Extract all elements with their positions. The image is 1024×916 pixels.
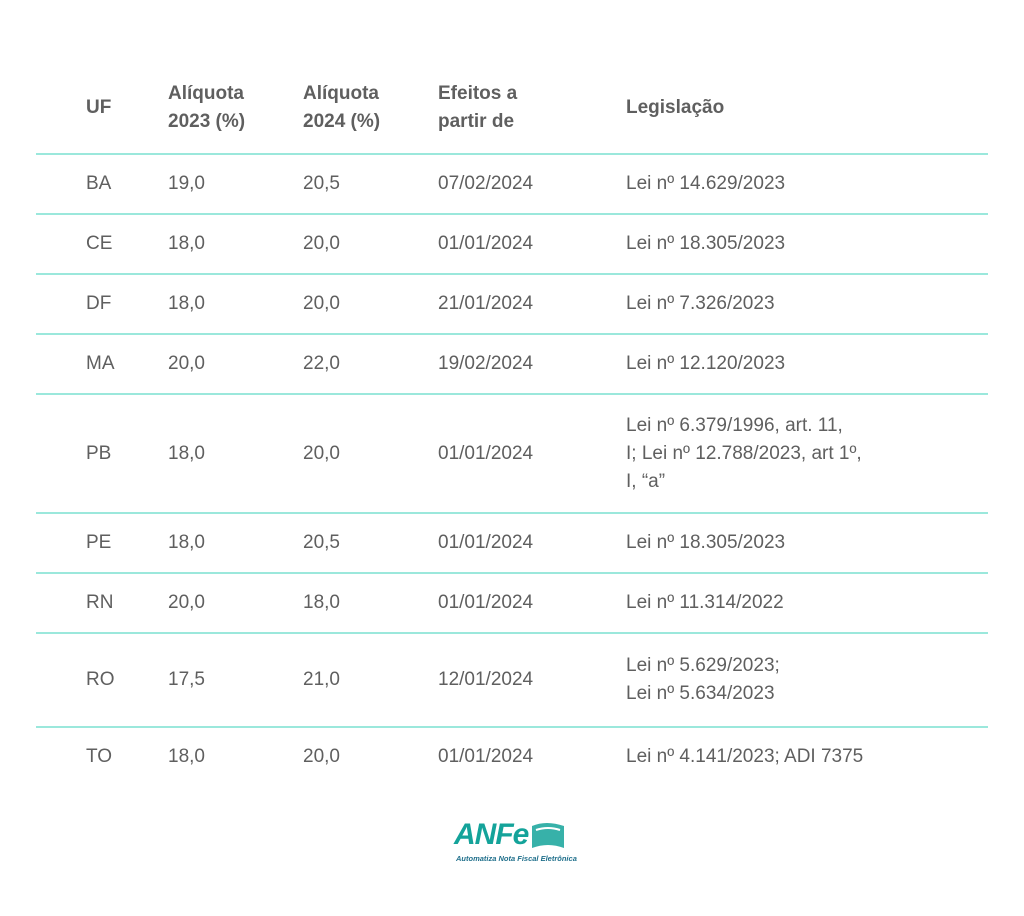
cell-aliquota-2023-line: 18,0 bbox=[168, 532, 205, 553]
cell-efeitos bbox=[438, 529, 533, 557]
cell-efeitos-line: 01/01/2024 bbox=[438, 233, 534, 254]
cell-legislacao-line: Lei nº 12.120/2023 bbox=[626, 353, 786, 374]
logo-tagline: Automatiza Nota Fiscal Eletrônica bbox=[456, 854, 577, 863]
cell-efeitos bbox=[438, 666, 533, 694]
cell-aliquota-2024-line: 20,0 bbox=[303, 233, 340, 254]
cell-aliquota-2024-line: 20,0 bbox=[303, 746, 340, 767]
cell-uf-line: CE bbox=[86, 233, 113, 254]
cell-uf bbox=[86, 350, 115, 378]
cell-aliquota-2023 bbox=[168, 589, 205, 617]
cell-aliquota-2024-line: 18,0 bbox=[303, 592, 340, 613]
cell-legislacao bbox=[626, 170, 936, 198]
cell-efeitos-line: 12/01/2024 bbox=[438, 669, 534, 690]
cell-aliquota-2024 bbox=[303, 589, 340, 617]
cell-aliquota-2023-line: 18,0 bbox=[168, 442, 205, 464]
row-divider bbox=[36, 213, 988, 215]
cell-aliquota-2024-line: 22,0 bbox=[303, 353, 340, 374]
cell-uf bbox=[86, 529, 111, 557]
cell-legislacao-line: Lei nº 4.141/2023; ADI 7375 bbox=[626, 746, 864, 767]
cell-uf-line: RN bbox=[86, 592, 114, 613]
header-efeitos bbox=[438, 80, 517, 136]
cell-uf-line: RO bbox=[86, 669, 115, 690]
cell-aliquota-2023-line: 20,0 bbox=[168, 592, 205, 613]
cell-aliquota-2023 bbox=[168, 440, 205, 468]
cell-efeitos-line: 01/01/2024 bbox=[438, 532, 534, 553]
cell-aliquota-2024-line: 21,0 bbox=[303, 669, 340, 690]
cell-aliquota-2024 bbox=[303, 170, 340, 198]
cell-legislacao bbox=[626, 350, 936, 378]
cell-aliquota-2023-line: 18,0 bbox=[168, 746, 205, 767]
cell-aliquota-2023-line: 17,5 bbox=[168, 669, 205, 690]
logo-wordmark: ANFe bbox=[454, 818, 529, 851]
cell-uf-line: MA bbox=[86, 353, 115, 374]
cell-efeitos bbox=[438, 350, 533, 378]
cell-legislacao-line: Lei nº 5.634/2023 bbox=[626, 683, 775, 704]
cell-aliquota-2023-line: 18,0 bbox=[168, 293, 205, 314]
row-divider bbox=[36, 333, 988, 335]
cell-legislacao-line: Lei nº 11.314/2022 bbox=[626, 592, 784, 613]
cell-aliquota-2024-line: 20,5 bbox=[303, 173, 340, 194]
cell-legislacao-line: I; Lei nº 12.788/2023, art 1º, bbox=[626, 442, 862, 464]
header-efeitos-line: partir de bbox=[438, 111, 515, 132]
cell-uf-line: PB bbox=[86, 442, 112, 464]
row-divider bbox=[36, 632, 988, 634]
cell-legislacao-line: I, “a” bbox=[626, 470, 666, 492]
cell-legislacao-line: Lei nº 7.326/2023 bbox=[626, 293, 775, 314]
header-legislacao-line: Legislação bbox=[626, 97, 725, 118]
cell-aliquota-2023 bbox=[168, 350, 205, 378]
cell-legislacao bbox=[626, 412, 936, 496]
header-aliquota-2024-line: Alíquota bbox=[303, 83, 379, 104]
cell-legislacao bbox=[626, 290, 936, 318]
cell-aliquota-2024-line: 20,0 bbox=[303, 293, 340, 314]
cell-efeitos bbox=[438, 743, 533, 771]
cell-aliquota-2024 bbox=[303, 440, 340, 468]
cell-aliquota-2024-line: 20,5 bbox=[303, 532, 340, 553]
cell-uf bbox=[86, 170, 111, 198]
cell-efeitos bbox=[438, 589, 533, 617]
cell-aliquota-2023-line: 20,0 bbox=[168, 353, 205, 374]
anfe-logo bbox=[454, 818, 577, 870]
header-legislacao bbox=[626, 94, 936, 122]
row-divider bbox=[36, 393, 988, 395]
header-aliquota-2023 bbox=[168, 80, 245, 136]
cell-efeitos bbox=[438, 170, 533, 198]
header-aliquota-2023-line: Alíquota bbox=[168, 83, 244, 104]
cell-uf-line: DF bbox=[86, 293, 112, 314]
row-divider bbox=[36, 726, 988, 728]
cell-efeitos-line: 01/01/2024 bbox=[438, 592, 534, 613]
cell-aliquota-2023 bbox=[168, 170, 205, 198]
header-aliquota-2023-line: 2023 (%) bbox=[168, 111, 246, 132]
cell-efeitos-line: 07/02/2024 bbox=[438, 173, 534, 194]
header-aliquota-2024-line: 2024 (%) bbox=[303, 111, 381, 132]
cell-legislacao-line: Lei nº 18.305/2023 bbox=[626, 532, 786, 553]
cell-aliquota-2023-line: 18,0 bbox=[168, 233, 205, 254]
cell-legislacao-line: Lei nº 6.379/1996, art. 11, bbox=[626, 414, 843, 436]
cell-uf bbox=[86, 440, 111, 468]
cell-aliquota-2024 bbox=[303, 230, 340, 258]
cell-efeitos bbox=[438, 290, 533, 318]
cell-legislacao bbox=[626, 652, 936, 708]
cell-aliquota-2023-line: 19,0 bbox=[168, 173, 205, 194]
flag-icon bbox=[528, 820, 568, 854]
cell-efeitos-line: 21/01/2024 bbox=[438, 293, 534, 314]
row-divider bbox=[36, 153, 988, 155]
cell-aliquota-2024 bbox=[303, 529, 340, 557]
cell-uf bbox=[86, 230, 112, 258]
row-divider bbox=[36, 273, 988, 275]
cell-uf bbox=[86, 589, 113, 617]
cell-legislacao bbox=[626, 529, 936, 557]
cell-legislacao-line: Lei nº 14.629/2023 bbox=[626, 173, 786, 194]
cell-efeitos-line: 01/01/2024 bbox=[438, 746, 534, 767]
row-divider bbox=[36, 512, 988, 514]
header-efeitos-line: Efeitos a bbox=[438, 83, 518, 104]
cell-aliquota-2024 bbox=[303, 743, 340, 771]
cell-uf-line: TO bbox=[86, 746, 113, 767]
cell-aliquota-2024-line: 20,0 bbox=[303, 442, 340, 464]
cell-efeitos-line: 19/02/2024 bbox=[438, 353, 534, 374]
cell-legislacao bbox=[626, 230, 936, 258]
header-aliquota-2024 bbox=[303, 80, 380, 136]
cell-efeitos bbox=[438, 440, 533, 468]
cell-aliquota-2024 bbox=[303, 290, 340, 318]
cell-uf bbox=[86, 743, 112, 771]
cell-aliquota-2023 bbox=[168, 230, 205, 258]
cell-legislacao bbox=[626, 589, 936, 617]
cell-uf bbox=[86, 666, 115, 694]
cell-uf-line: PE bbox=[86, 532, 112, 553]
cell-aliquota-2024 bbox=[303, 350, 340, 378]
cell-efeitos bbox=[438, 230, 533, 258]
cell-legislacao-line: Lei nº 18.305/2023 bbox=[626, 233, 786, 254]
cell-aliquota-2023 bbox=[168, 743, 205, 771]
cell-aliquota-2024 bbox=[303, 666, 340, 694]
header-uf-line: UF bbox=[86, 97, 112, 118]
cell-aliquota-2023 bbox=[168, 290, 205, 318]
cell-aliquota-2023 bbox=[168, 529, 205, 557]
cell-uf bbox=[86, 290, 111, 318]
cell-uf-line: BA bbox=[86, 173, 112, 194]
cell-aliquota-2023 bbox=[168, 666, 205, 694]
cell-legislacao-line: Lei nº 5.629/2023; bbox=[626, 655, 780, 676]
header-uf bbox=[86, 94, 111, 122]
cell-legislacao bbox=[626, 743, 936, 771]
row-divider bbox=[36, 572, 988, 574]
cell-efeitos-line: 01/01/2024 bbox=[438, 442, 534, 464]
